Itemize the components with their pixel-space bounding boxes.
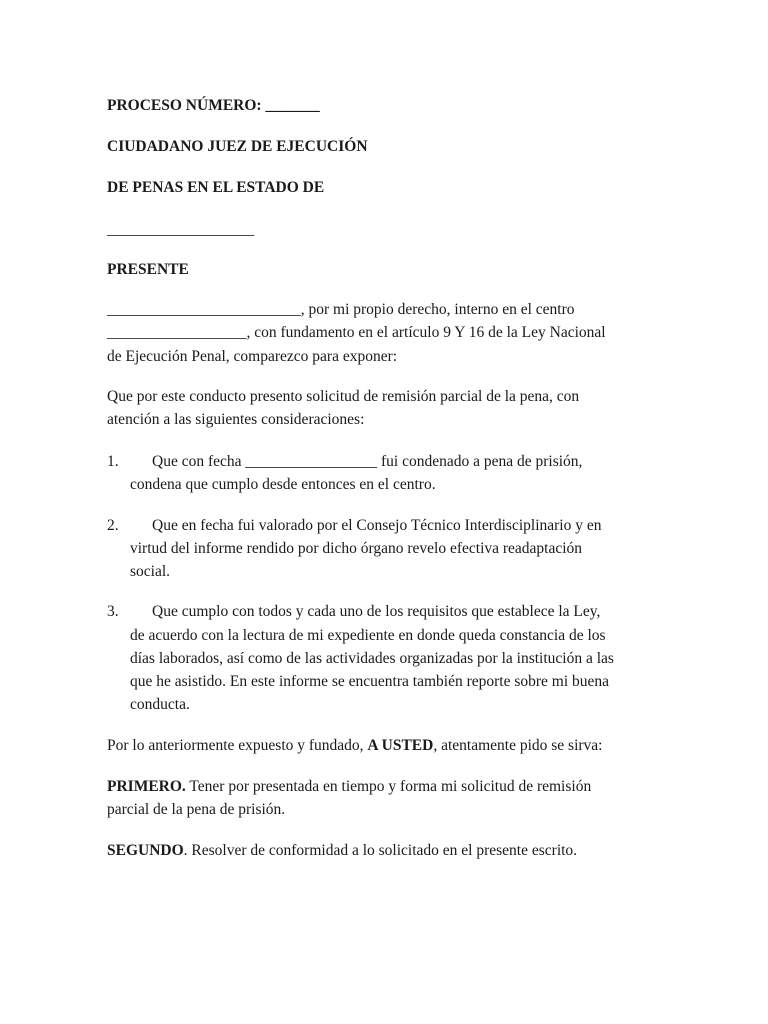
solicitud-line-1: Que por este conducto presento solicitud de remisión parcial de la pena, con <box>107 388 580 405</box>
segundo-line <box>107 841 577 861</box>
item-2-first-line: Que en fecha fui valorado por el Consejo Técnico Interdisciplinario y en <box>152 517 602 534</box>
item-3-line-2: de acuerdo con la lectura de mi expediente en donde queda constancia de los <box>130 627 606 644</box>
item-1-number: 1. <box>107 453 119 470</box>
peticion-after: , atentamente pido se sirva: <box>433 737 603 754</box>
juez-heading: CIUDADANO JUEZ DE EJECUCIÓN <box>107 138 368 155</box>
proceso-numero: PROCESO NÚMERO: _______ <box>107 97 320 114</box>
estado-heading: DE PENAS EN EL ESTADO DE <box>107 179 325 196</box>
estado-blank-line: ___________________ <box>107 221 255 238</box>
item-1-first-line: Que con fecha _________________ fui condenado a pena de prisión, <box>152 453 583 470</box>
item-3-line-3: días laborados, así como de las actividades organizadas por la institución a las <box>130 650 614 667</box>
solicitud-line-2: atención a las siguientes consideraciones: <box>107 411 365 428</box>
item-3-line-5: conducta. <box>130 696 190 713</box>
intro-line-3: de Ejecución Penal, comparezco para exponer: <box>107 348 398 365</box>
segundo-text: . Resolver de conformidad a lo solicitado en el presente escrito. <box>183 842 578 859</box>
intro-line-1: _________________________, por mi propio derecho, interno en el centro <box>107 301 575 318</box>
peticion-line <box>107 736 602 756</box>
item-2-number: 2. <box>107 517 119 534</box>
intro-line-2: __________________, con fundamento en el artículo 9 Y 16 de la Ley Nacional <box>107 324 606 341</box>
item-3-line-4: que he asistido. En este informe se encuentra también reporte sobre mi buena <box>130 673 610 690</box>
presente-heading: PRESENTE <box>107 261 189 278</box>
primero-line-2: parcial de la pena de prisión. <box>107 801 286 818</box>
peticion-bold: A USTED <box>367 737 434 754</box>
item-2-line-3: social. <box>130 563 171 580</box>
item-2-line-2: virtud del informe rendido por dicho órgano revelo efectiva readaptación <box>130 540 583 557</box>
primero-label: PRIMERO. <box>107 778 186 795</box>
item-3-first-line: Que cumplo con todos y cada uno de los requisitos que establece la Ley, <box>152 603 601 620</box>
primero-text: Tener por presentada en tiempo y forma mi solicitud de remisión <box>185 778 592 795</box>
item-3-number: 3. <box>107 603 119 620</box>
primero-line-1 <box>107 777 591 797</box>
peticion-before: Por lo anteriormente expuesto y fundado, <box>107 737 368 754</box>
item-1-line-2: condena que cumplo desde entonces en el centro. <box>130 476 436 493</box>
segundo-label: SEGUNDO <box>107 842 184 859</box>
